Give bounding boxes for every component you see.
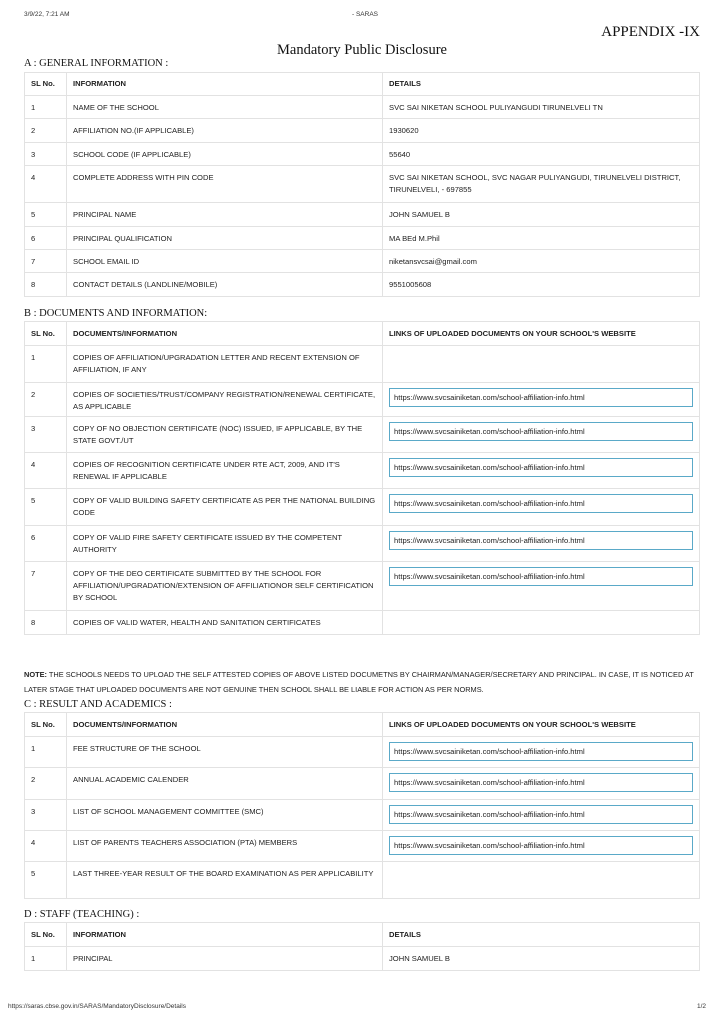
serial-number: 2 [25, 768, 67, 800]
serial-number: 6 [25, 227, 67, 250]
serial-number: 1 [25, 346, 67, 383]
column-header: SL No. [25, 322, 67, 346]
appendix-label: APPENDIX -IX [601, 24, 700, 40]
link-cell [383, 768, 700, 800]
section-a-heading: A : GENERAL INFORMATION : [24, 58, 169, 69]
link-cell [383, 800, 700, 831]
staff-teaching-table [24, 922, 700, 971]
item-label: FEE STRUCTURE OF THE SCHOOL [67, 737, 383, 768]
section-b-heading: B : DOCUMENTS AND INFORMATION: [24, 308, 208, 319]
table-row [25, 143, 700, 166]
link-cell [383, 489, 700, 526]
document-link-field[interactable]: https://www.svcsainiketan.com/school-affiliation-info.html [389, 742, 693, 761]
item-label: COMPLETE ADDRESS WITH PIN CODE [67, 166, 383, 203]
serial-number: 2 [25, 119, 67, 143]
empty-link-cell [383, 862, 700, 899]
serial-number: 5 [25, 203, 67, 227]
serial-number: 4 [25, 166, 67, 203]
general-information-table [24, 72, 700, 297]
document-link-field[interactable]: https://www.svcsainiketan.com/school-affiliation-info.html [389, 531, 693, 550]
footer-page-number: 1/2 [696, 1003, 706, 1010]
note-text: THE SCHOOLS NEEDS TO UPLOAD THE SELF ATTESTED COPIES OF ABOVE LISTED DOCUMETNS BY CHAIRMAN/MANAGER/SECRETARY AND PRINCIPAL. IN CASE, IT IS NOTICED AT LATER STAGE THAT UPLOADED DOCUMENTS ARE NOT GENUINE THEN SCHOOL SHALL BE LIABLE FOR ACTION AS PER NORMS. [24, 670, 694, 694]
table-row [25, 227, 700, 250]
item-label: ANNUAL ACADEMIC CALENDER [67, 768, 383, 800]
table-row [25, 166, 700, 203]
serial-number: 8 [25, 273, 67, 297]
table-row [25, 562, 700, 611]
item-label: COPIES OF RECOGNITION CERTIFICATE UNDER RTE ACT, 2009, AND IT'S RENEWAL IF APPLICABLE [67, 453, 383, 489]
item-label: SCHOOL EMAIL ID [67, 250, 383, 273]
item-label: COPY OF VALID FIRE SAFETY CERTIFICATE ISSUED BY THE COMPETENT AUTHORITY [67, 526, 383, 562]
link-cell [383, 417, 700, 453]
item-label: COPIES OF AFFILIATION/UPGRADATION LETTER AND RECENT EXTENSION OF AFFILIATION, IF ANY [67, 346, 383, 383]
table-row [25, 417, 700, 453]
column-header: DETAILS [383, 73, 700, 96]
serial-number: 1 [25, 737, 67, 768]
item-value: 9551005608 [383, 273, 700, 297]
column-header: DOCUMENTS/INFORMATION [67, 322, 383, 346]
item-label: COPY OF VALID BUILDING SAFETY CERTIFICATE AS PER THE NATIONAL BUILDING CODE [67, 489, 383, 526]
item-label: LAST THREE-YEAR RESULT OF THE BOARD EXAMINATION AS PER APPLICABILITY [67, 862, 383, 899]
serial-number: 3 [25, 417, 67, 453]
table-row [25, 611, 700, 635]
table-row [25, 489, 700, 526]
item-label: SCHOOL CODE (IF APPLICABLE) [67, 143, 383, 166]
document-link-field[interactable]: https://www.svcsainiketan.com/school-affiliation-info.html [389, 773, 693, 792]
column-header: SL No. [25, 713, 67, 737]
serial-number: 3 [25, 800, 67, 831]
document-link-field[interactable]: https://www.svcsainiketan.com/school-affiliation-info.html [389, 494, 693, 513]
footer-url: https://saras.cbse.gov.in/SARAS/MandatoryDisclosure/Details [8, 1003, 186, 1010]
item-label: COPY OF NO OBJECTION CERTIFICATE (NOC) ISSUED, IF APPLICABLE, BY THE STATE GOVT./UT [67, 417, 383, 453]
document-link-field[interactable]: https://www.svcsainiketan.com/school-affiliation-info.html [389, 458, 693, 477]
table-row [25, 250, 700, 273]
item-label: LIST OF SCHOOL MANAGEMENT COMMITTEE (SMC) [67, 800, 383, 831]
item-label: LIST OF PARENTS TEACHERS ASSOCIATION (PTA) MEMBERS [67, 831, 383, 862]
header-row [25, 322, 700, 346]
link-cell [383, 383, 700, 417]
column-header: SL No. [25, 923, 67, 947]
serial-number: 8 [25, 611, 67, 635]
page-title: Mandatory Public Disclosure [277, 42, 447, 58]
header-row [25, 923, 700, 947]
item-label: COPIES OF VALID WATER, HEALTH AND SANITATION CERTIFICATES [67, 611, 383, 635]
link-cell [383, 453, 700, 489]
result-academics-table [24, 712, 700, 899]
header-row [25, 73, 700, 96]
item-value: MA BEd M.Phil [383, 227, 700, 250]
table-row [25, 768, 700, 800]
documents-table [24, 321, 700, 635]
table-row [25, 273, 700, 297]
print-page-title: - SARAS [352, 11, 379, 18]
note-label: NOTE: [24, 670, 47, 679]
table-row [25, 526, 700, 562]
serial-number: 2 [25, 383, 67, 417]
serial-number: 7 [25, 562, 67, 611]
item-value: JOHN SAMUEL B [383, 203, 700, 227]
section-d-heading: D : STAFF (TEACHING) : [24, 909, 140, 920]
item-label: NAME OF THE SCHOOL [67, 96, 383, 119]
empty-link-cell [383, 346, 700, 383]
empty-link-cell [383, 611, 700, 635]
link-cell [383, 737, 700, 768]
table-row [25, 203, 700, 227]
serial-number: 4 [25, 831, 67, 862]
table-row [25, 96, 700, 119]
link-cell [383, 526, 700, 562]
table-row [25, 831, 700, 862]
table-row [25, 800, 700, 831]
link-cell [383, 831, 700, 862]
table-row [25, 383, 700, 417]
document-link-field[interactable]: https://www.svcsainiketan.com/school-affiliation-info.html [389, 567, 693, 586]
item-value: 55640 [383, 143, 700, 166]
document-link-field[interactable]: https://www.svcsainiketan.com/school-affiliation-info.html [389, 836, 693, 855]
column-header: DOCUMENTS/INFORMATION [67, 713, 383, 737]
header-row [25, 713, 700, 737]
column-header: LINKS OF UPLOADED DOCUMENTS ON YOUR SCHOOL'S WEBSITE [383, 713, 700, 737]
item-value: SVC SAI NIKETAN SCHOOL PULIYANGUDI TIRUNELVELI TN [383, 96, 700, 119]
table-row [25, 119, 700, 143]
item-label: PRINCIPAL QUALIFICATION [67, 227, 383, 250]
item-value: SVC SAI NIKETAN SCHOOL, SVC NAGAR PULIYANGUDI, TIRUNELVELI DISTRICT, TIRUNELVELI, - 697855 [383, 166, 700, 203]
column-header: LINKS OF UPLOADED DOCUMENTS ON YOUR SCHOOL'S WEBSITE [383, 322, 700, 346]
item-label: AFFILIATION NO.(IF APPLICABLE) [67, 119, 383, 143]
link-cell [383, 562, 700, 611]
serial-number: 5 [25, 489, 67, 526]
document-link-field[interactable]: https://www.svcsainiketan.com/school-affiliation-info.html [389, 805, 693, 824]
serial-number: 1 [25, 96, 67, 119]
table-row [25, 453, 700, 489]
table-row [25, 947, 700, 971]
table-row [25, 346, 700, 383]
item-label: PRINCIPAL [67, 947, 383, 971]
item-label: COPIES OF SOCIETIES/TRUST/COMPANY REGISTRATION/RENEWAL CERTIFICATE, AS APPLICABLE [67, 383, 383, 417]
item-label: CONTACT DETAILS (LANDLINE/MOBILE) [67, 273, 383, 297]
serial-number: 6 [25, 526, 67, 562]
column-header: INFORMATION [67, 923, 383, 947]
item-label: PRINCIPAL NAME [67, 203, 383, 227]
table-row [25, 862, 700, 899]
document-link-field[interactable]: https://www.svcsainiketan.com/school-affiliation-info.html [389, 422, 693, 441]
document-link-field[interactable]: https://www.svcsainiketan.com/school-affiliation-info.html [389, 388, 693, 407]
item-value: niketansvcsai@gmail.com [383, 250, 700, 273]
column-header: INFORMATION [67, 73, 383, 96]
item-label: COPY OF THE DEO CERTIFICATE SUBMITTED BY THE SCHOOL FOR AFFILIATION/UPGRADATION/EXTENSION OF AFFILIATIONOR SELF CERTIFICATION BY SCHOOL [67, 562, 383, 611]
serial-number: 3 [25, 143, 67, 166]
column-header: SL No. [25, 73, 67, 96]
note [24, 667, 704, 697]
serial-number: 5 [25, 862, 67, 899]
item-value: JOHN SAMUEL B [383, 947, 700, 971]
section-c-heading: C : RESULT AND ACADEMICS : [24, 699, 172, 710]
serial-number: 4 [25, 453, 67, 489]
print-datetime: 3/9/22, 7:21 AM [24, 11, 70, 18]
table-row [25, 737, 700, 768]
serial-number: 7 [25, 250, 67, 273]
serial-number: 1 [25, 947, 67, 971]
column-header: DETAILS [383, 923, 700, 947]
item-value: 1930620 [383, 119, 700, 143]
